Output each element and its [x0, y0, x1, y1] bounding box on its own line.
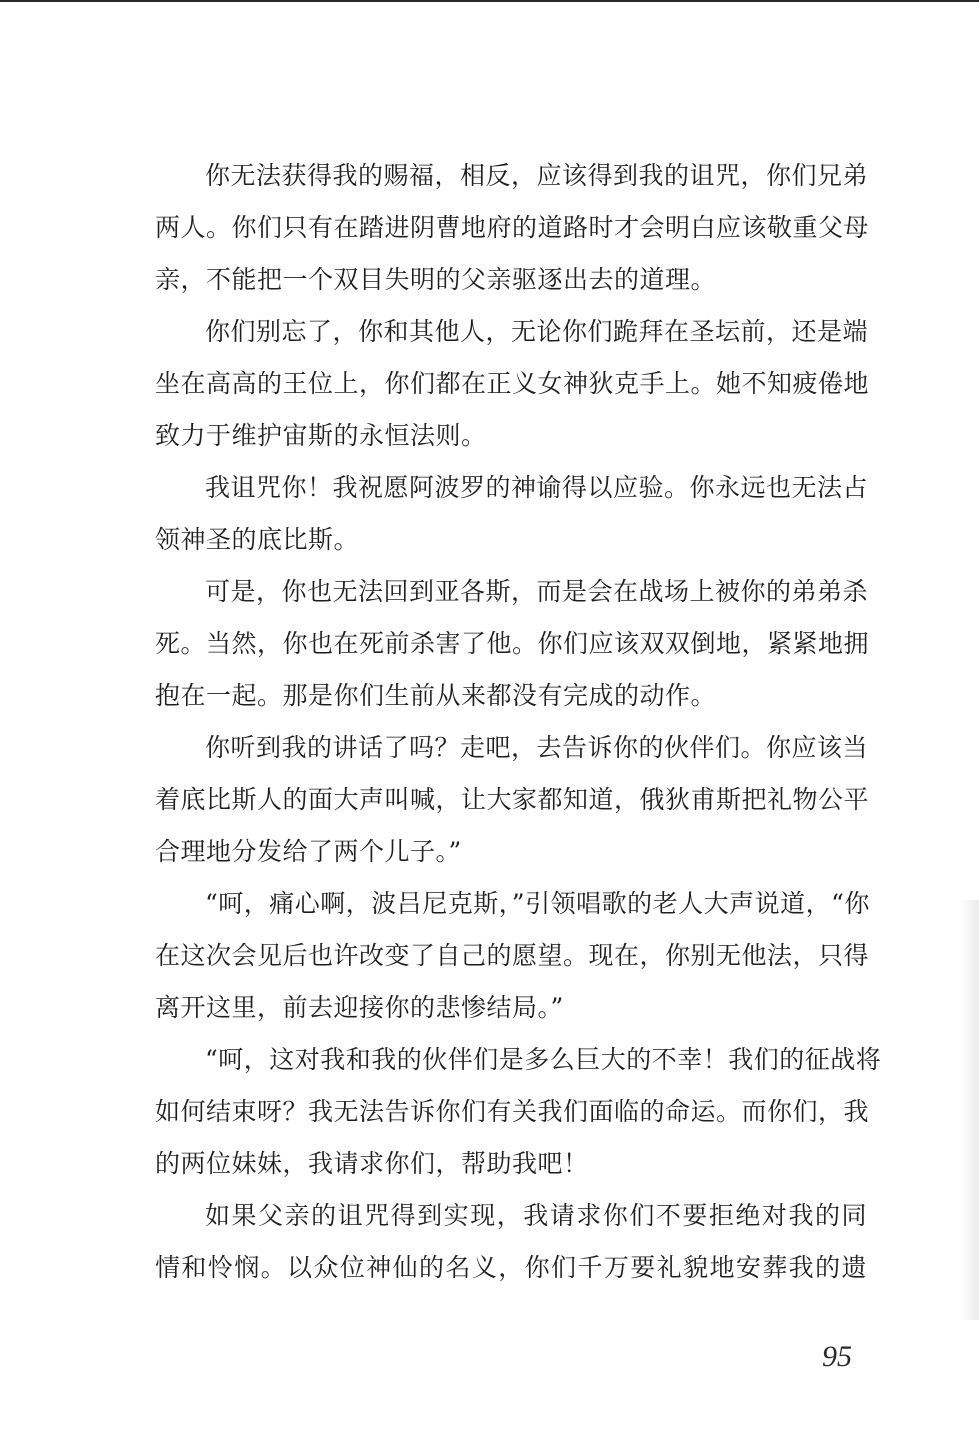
text-line: 离开这里，前去迎接你的悲惨结局。” [155, 993, 564, 1022]
body-text [155, 150, 882, 1294]
page-edge-shadow [959, 900, 979, 1320]
text-line: 你听到我的讲话了吗？走吧，去告诉你的伙伴们。你应该当 [205, 733, 869, 762]
paragraph [155, 1034, 882, 1190]
text-line: 我诅咒你！我祝愿阿波罗的神谕得以应验。你永远也无法占 [205, 473, 869, 502]
paragraph [155, 1190, 867, 1294]
text-line: 领神圣的底比斯。 [155, 525, 360, 554]
text-line: 情和怜悯。以众位神仙的名义，你们千万要礼貌地安葬我的遗 [155, 1253, 867, 1282]
text-line: 抱在一起。那是你们生前从来都没有完成的动作。 [155, 681, 717, 710]
text-line: 如果父亲的诅咒得到实现，我请求你们不要拒绝对我的同 [205, 1201, 867, 1230]
paragraph [155, 462, 867, 566]
text-line: 亲，不能把一个双目失明的父亲驱逐出去的道理。 [155, 265, 717, 294]
text-line: 坐在高高的王位上，你们都在正义女神狄克手上。她不知疲倦地 [155, 369, 870, 398]
page-number: 95 [822, 1340, 852, 1373]
text-line: 你无法获得我的赐福，相反，应该得到我的诅咒，你们兄弟 [205, 161, 869, 190]
paragraph [155, 722, 870, 878]
text-line: “呵，这对我和我的伙伴们是多么巨大的不幸！我们的征战将 [205, 1045, 882, 1074]
text-line: 死。当然，你也在死前杀害了他。你们应该双双倒地，紧紧地拥 [155, 629, 870, 658]
paragraph [155, 566, 870, 722]
paragraph [155, 878, 870, 1034]
text-line: 着底比斯人的面大声叫喊，让大家都知道，俄狄甫斯把礼物公平 [155, 785, 870, 814]
text-line: 你们别忘了，你和其他人，无论你们跪拜在圣坛前，还是端 [205, 317, 869, 346]
text-line: “呵，痛心啊，波吕尼克斯，”引领唱歌的老人大声说道，“你 [205, 889, 870, 918]
top-rule [0, 0, 979, 2]
text-line: 在这次会见后也许改变了自己的愿望。现在，你别无他法，只得 [155, 941, 870, 970]
text-line: 可是，你也无法回到亚各斯，而是会在战场上被你的弟弟杀 [205, 577, 869, 606]
paragraph [155, 306, 870, 462]
text-line: 合理地分发给了两个儿子。” [155, 837, 462, 866]
text-line: 如何结束呀？我无法告诉你们有关我们面临的命运。而你们，我 [155, 1097, 870, 1126]
text-line: 两人。你们只有在踏进阴曹地府的道路时才会明白应该敬重父母 [155, 213, 870, 242]
text-line: 的两位妹妹，我请求你们，帮助我吧！ [155, 1149, 589, 1178]
paragraph [155, 150, 870, 306]
text-line: 致力于维护宙斯的永恒法则。 [155, 421, 487, 450]
